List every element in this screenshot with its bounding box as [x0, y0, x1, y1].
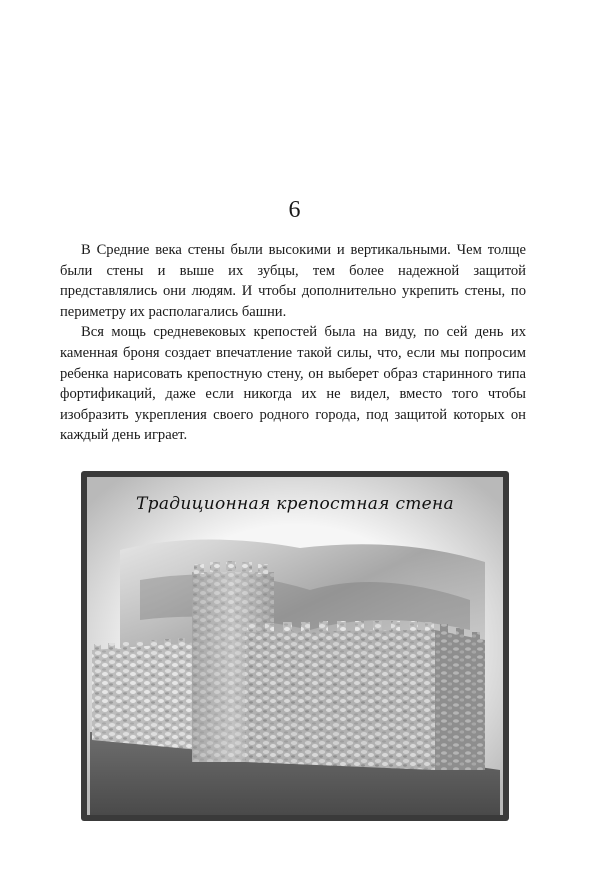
wall-end-side [435, 630, 485, 770]
body-text [60, 240, 526, 446]
paragraph-1: В Средние века стены были высокими и вертикальными. Чем толще были стены и выше их зубцы, тем более надежной защитой представлялись они людям. И чтобы дополнительно укрепить стены, по периметру их располагались башни. [60, 242, 526, 320]
fortress-wall-image [80, 470, 510, 822]
paragraph-2: Вся мощь средневековых крепостей была на виду, по сей день их каменная броня создает впечатление такой силы, что, если мы попросим ребенка нарисовать крепостную стену, он выберет образ старинного типа фортификаций, даже если никогда их не видел, вместо того чтобы изобразить укрепления своего родного города, под защитой которых он каждый день играет. [60, 324, 526, 444]
left-wall [92, 642, 200, 750]
fortress-wall-illustration [80, 470, 510, 822]
chapter-number: 6 [288, 197, 301, 223]
figure-caption: Традиционная крепостная стена [136, 494, 454, 514]
